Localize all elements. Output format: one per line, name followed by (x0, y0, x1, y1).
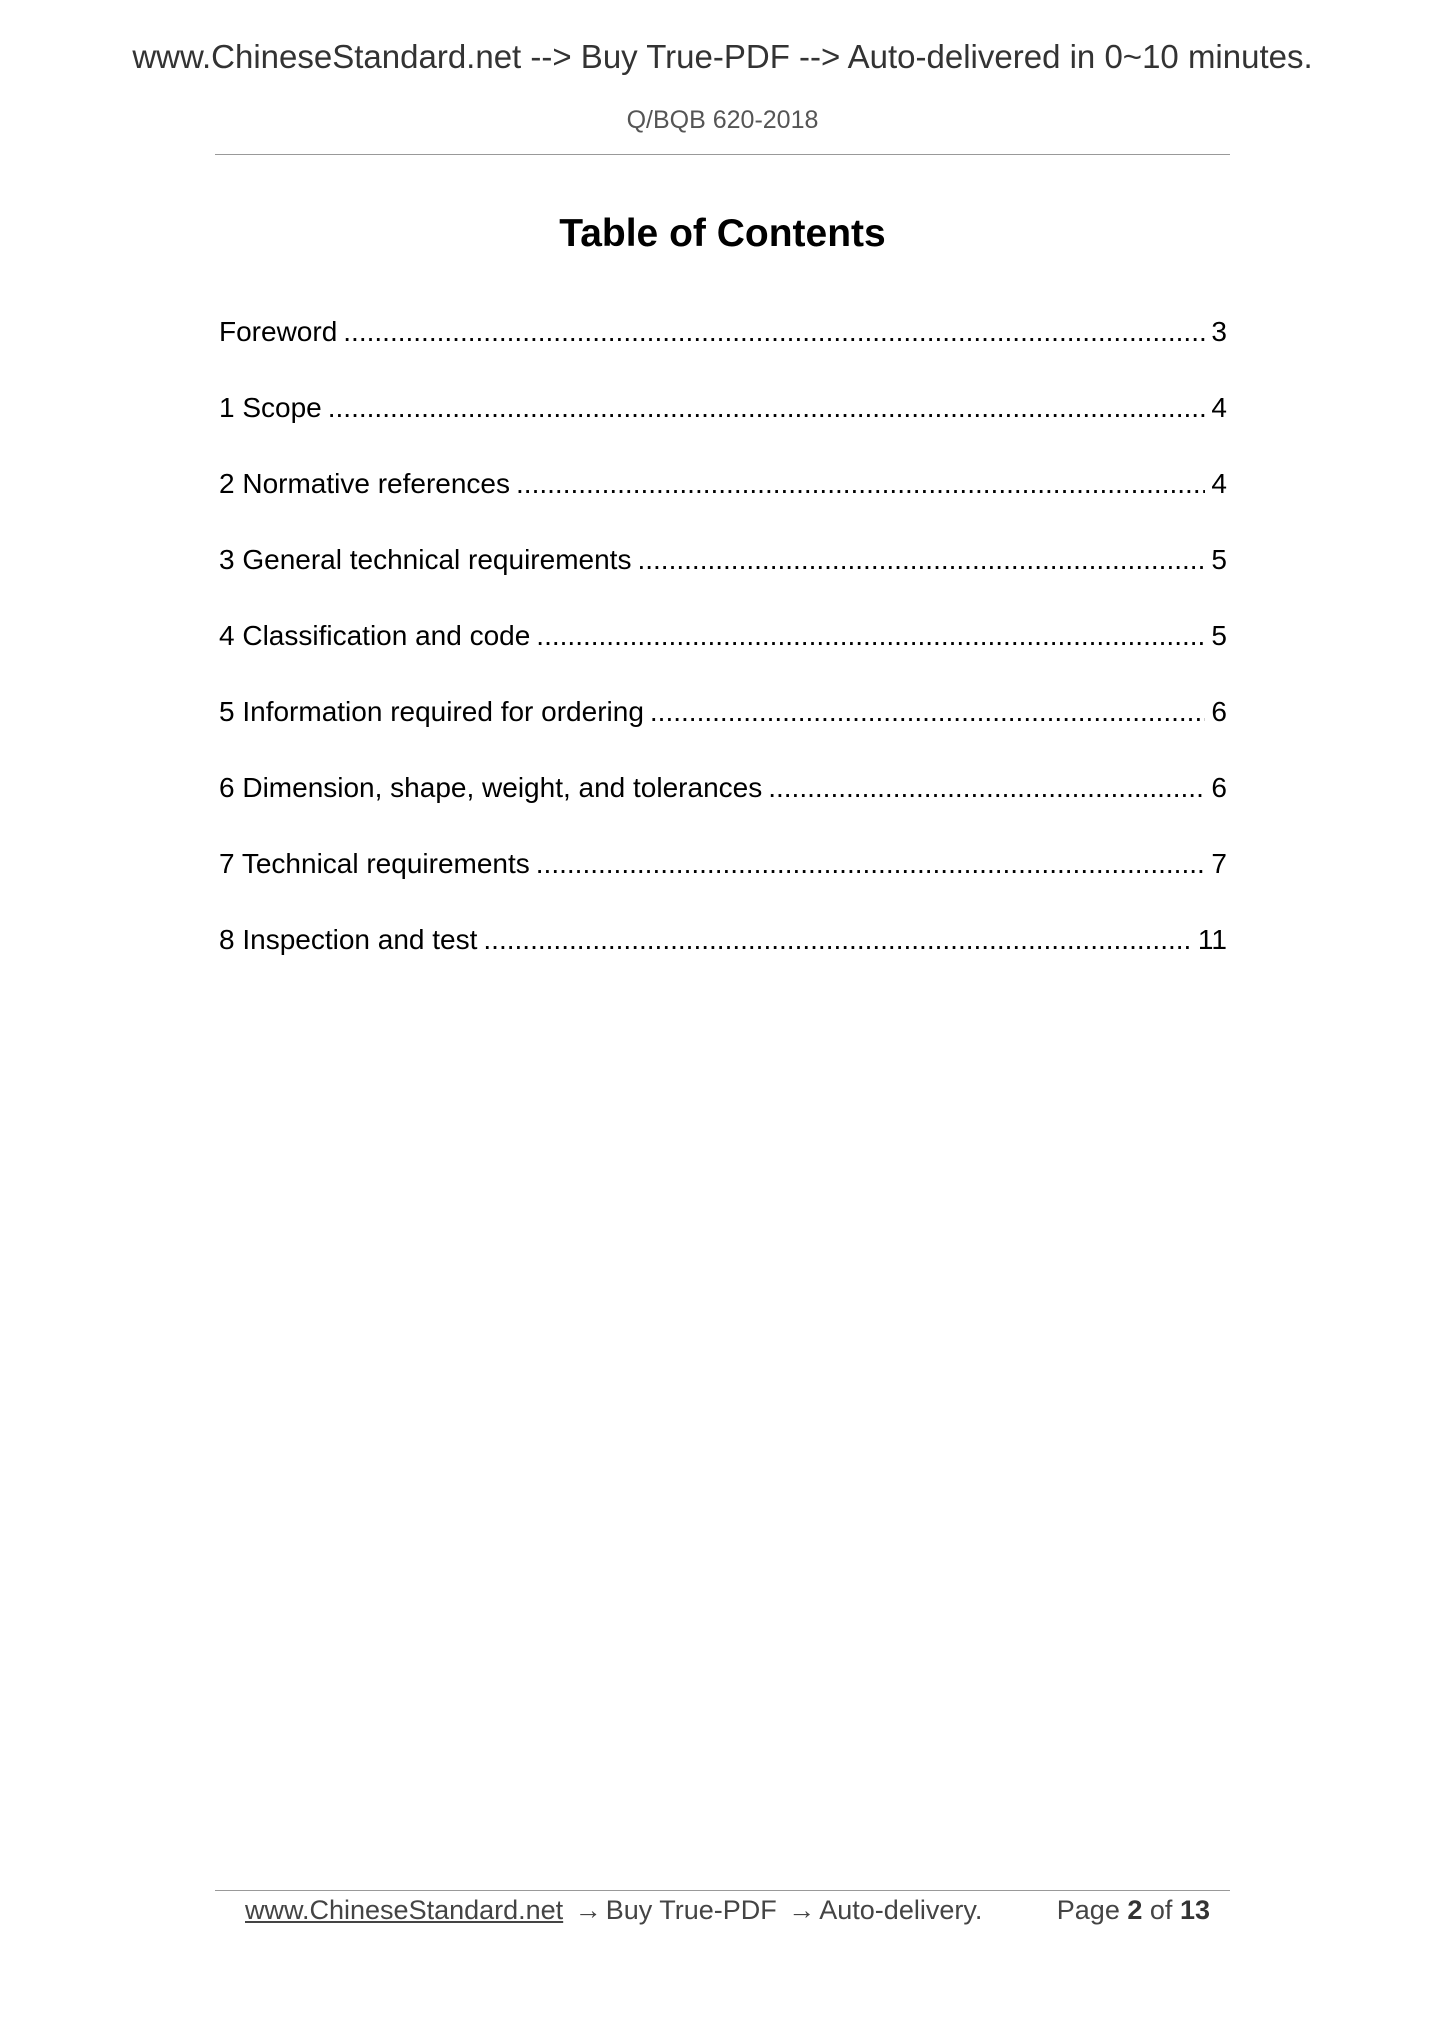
toc-entry-label: 7 Technical requirements (219, 848, 530, 879)
toc-dot-leader (343, 310, 1205, 354)
toc-entry-information-required-for-ordering[interactable] (219, 690, 1227, 766)
toc-entry-label: 1 Scope (219, 392, 322, 423)
toc-entry-general-technical-requirements[interactable] (219, 538, 1227, 614)
toc-entry-label: 6 Dimension, shape, weight, and tolerances (219, 772, 763, 803)
toc-entry-label: 3 General technical requirements (219, 544, 632, 575)
toc-entry-page: 5 (1211, 544, 1227, 575)
toc-entry-foreword[interactable] (219, 310, 1227, 386)
toc-entry-page: 4 (1211, 392, 1227, 423)
toc-entry-label: 5 Information required for ordering (219, 696, 644, 727)
footer-promo (245, 1895, 982, 1926)
toc-entry-classification-and-code[interactable] (219, 614, 1227, 690)
toc-list (219, 310, 1227, 994)
toc-dot-leader (650, 690, 1206, 734)
toc-entry-scope[interactable] (219, 386, 1227, 462)
footer-divider (215, 1890, 1230, 1891)
arrow-right-icon: → (574, 1895, 602, 1925)
toc-dot-leader (768, 766, 1205, 810)
of-word: of (1149, 1895, 1173, 1925)
arrow-right-icon: → (788, 1895, 816, 1925)
toc-dot-leader (536, 842, 1206, 886)
page-current: 2 (1127, 1895, 1143, 1925)
footer-site-link[interactable]: www.ChineseStandard.net (245, 1895, 564, 1925)
toc-entry-page: 6 (1211, 696, 1227, 727)
toc-entry-label: 2 Normative references (219, 468, 511, 499)
toc-entry-label: 8 Inspection and test (219, 924, 478, 955)
header-banner: www.ChineseStandard.net --> Buy True-PDF --> Auto-delivered in 0~10 minutes. (132, 38, 1313, 75)
toc-entry-page: 11 (1197, 924, 1227, 955)
footer-delivery-text: Auto-delivery. (819, 1895, 983, 1925)
toc-entry-page: 4 (1211, 468, 1227, 499)
toc-dot-leader (637, 538, 1205, 582)
page-word: Page (1056, 1895, 1120, 1925)
toc-entry-technical-requirements[interactable] (219, 842, 1227, 918)
footer-buy-text: Buy True-PDF (605, 1895, 777, 1925)
header-divider (215, 154, 1230, 155)
toc-title: Table of Contents (559, 212, 886, 255)
toc-entry-label: Foreword (219, 316, 338, 347)
toc-entry-label: 4 Classification and code (219, 620, 531, 651)
toc-dot-leader (483, 918, 1192, 962)
document-code: Q/BQB 620-2018 (626, 106, 819, 134)
toc-entry-page: 7 (1211, 848, 1227, 879)
toc-entry-normative-references[interactable] (219, 462, 1227, 538)
toc-dot-leader (536, 614, 1205, 658)
toc-entry-page: 3 (1211, 316, 1227, 347)
toc-entry-page: 6 (1211, 772, 1227, 803)
toc-entry-dimension-shape-weight-tolerances[interactable] (219, 766, 1227, 842)
toc-entry-page: 5 (1211, 620, 1227, 651)
toc-entry-inspection-and-test[interactable] (219, 918, 1227, 994)
page-total: 13 (1179, 1895, 1210, 1925)
page-number (1057, 1895, 1210, 1926)
toc-dot-leader (516, 462, 1205, 506)
toc-dot-leader (328, 386, 1206, 430)
